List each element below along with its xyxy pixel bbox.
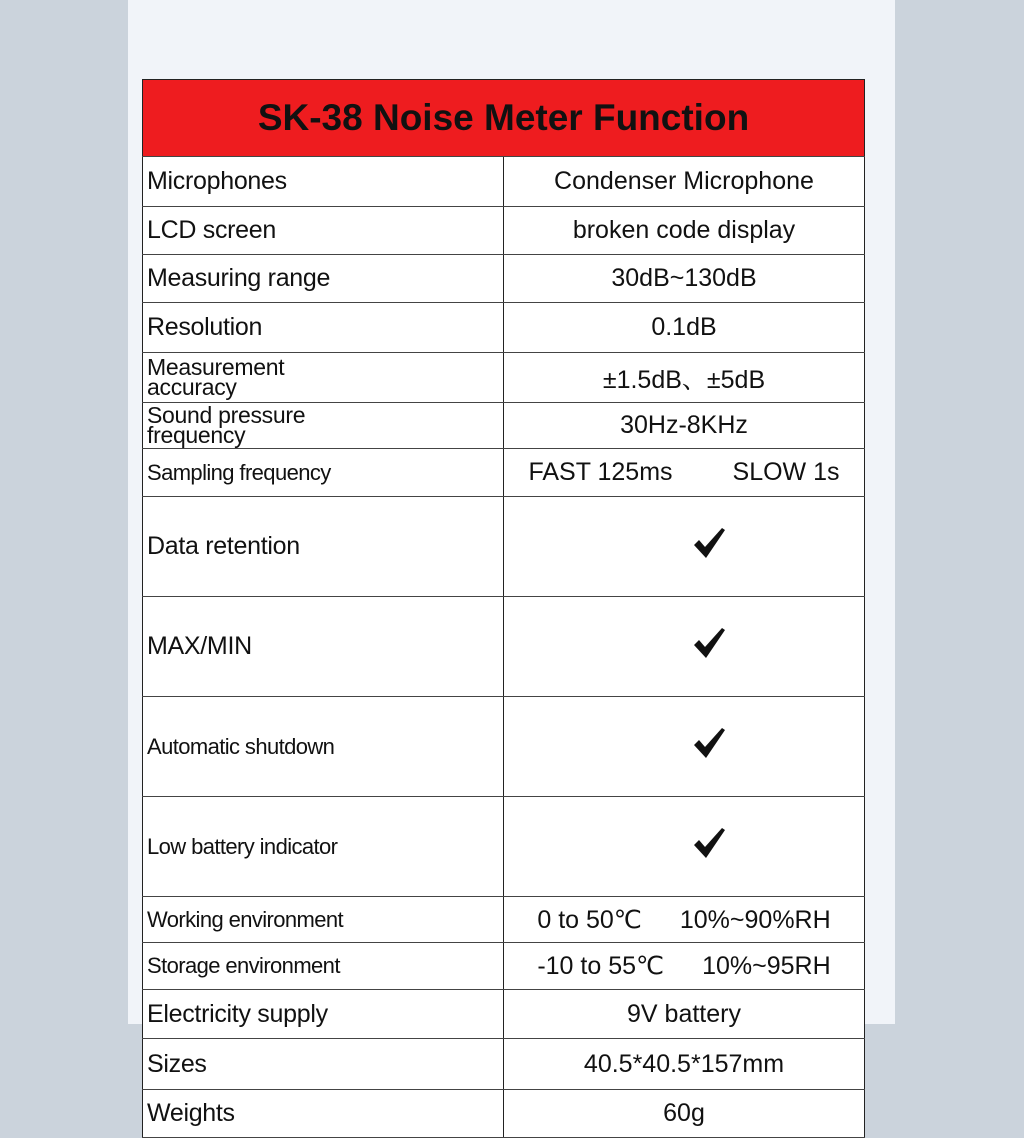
checkmark-icon (692, 526, 726, 560)
row-value: 30Hz-8KHz (504, 403, 865, 449)
row-value (504, 897, 865, 943)
row-value: 60g (504, 1090, 865, 1138)
row-value: Condenser Microphone (504, 157, 865, 207)
row-value-a: 0 to 50℃ (537, 905, 642, 934)
table-row (143, 597, 865, 697)
row-label: Microphones (143, 157, 504, 207)
table-row (143, 353, 865, 403)
row-label (143, 403, 504, 449)
table-row (143, 1090, 865, 1138)
table-row (143, 497, 865, 597)
row-label-line2: frequency (147, 421, 246, 448)
row-label: Weights (143, 1090, 504, 1138)
row-value-b: SLOW 1s (732, 458, 840, 486)
row-label: Sizes (143, 1039, 504, 1090)
row-value: 40.5*40.5*157mm (504, 1039, 865, 1090)
row-value-a: -10 to 55℃ (537, 952, 665, 980)
row-value (504, 943, 865, 990)
row-label: LCD screen (143, 207, 504, 255)
row-value: 9V battery (504, 990, 865, 1039)
row-label: Sampling frequency (143, 449, 504, 497)
row-label-line2: accuracy (147, 373, 237, 400)
row-value: 30dB~130dB (504, 255, 865, 303)
checkmark-icon (692, 826, 726, 860)
row-value (504, 497, 865, 597)
table-row (143, 449, 865, 497)
row-value (504, 449, 865, 497)
row-value-a: FAST 125ms (528, 458, 673, 486)
row-value-b: 10%~90%RH (679, 905, 831, 934)
row-label-line1: Measurement (147, 353, 285, 380)
table-row (143, 943, 865, 990)
row-label: Data retention (143, 497, 504, 597)
row-label-line1: Sound pressure (147, 402, 306, 428)
checkmark-icon (692, 626, 726, 660)
table-row (143, 303, 865, 353)
row-label: Storage environment (143, 943, 504, 990)
table-row (143, 797, 865, 897)
row-value: 0.1dB (504, 303, 865, 353)
row-label: Electricity supply (143, 990, 504, 1039)
row-label (143, 353, 504, 403)
table-row (143, 207, 865, 255)
row-value (504, 597, 865, 697)
row-label: Measuring range (143, 255, 504, 303)
row-value: broken code display (504, 207, 865, 255)
row-label: Resolution (143, 303, 504, 353)
table-row (143, 403, 865, 449)
table-row (143, 697, 865, 797)
table-row (143, 255, 865, 303)
table-row (143, 1039, 865, 1090)
row-value: ±1.5dB、±5dB (504, 353, 865, 403)
table-row (143, 990, 865, 1039)
row-value (504, 697, 865, 797)
row-label: Low battery indicator (143, 797, 504, 897)
row-value-b: 10%~95RH (702, 952, 831, 980)
row-label: Automatic shutdown (143, 697, 504, 797)
checkmark-icon (692, 726, 726, 760)
table-row (143, 157, 865, 207)
row-label: MAX/MIN (143, 597, 504, 697)
row-value (504, 797, 865, 897)
page-title: SK-38 Noise Meter Function (143, 80, 865, 157)
table-row (143, 897, 865, 943)
row-label: Working environment (143, 897, 504, 943)
spec-table (142, 79, 865, 1138)
title-row (143, 80, 865, 157)
